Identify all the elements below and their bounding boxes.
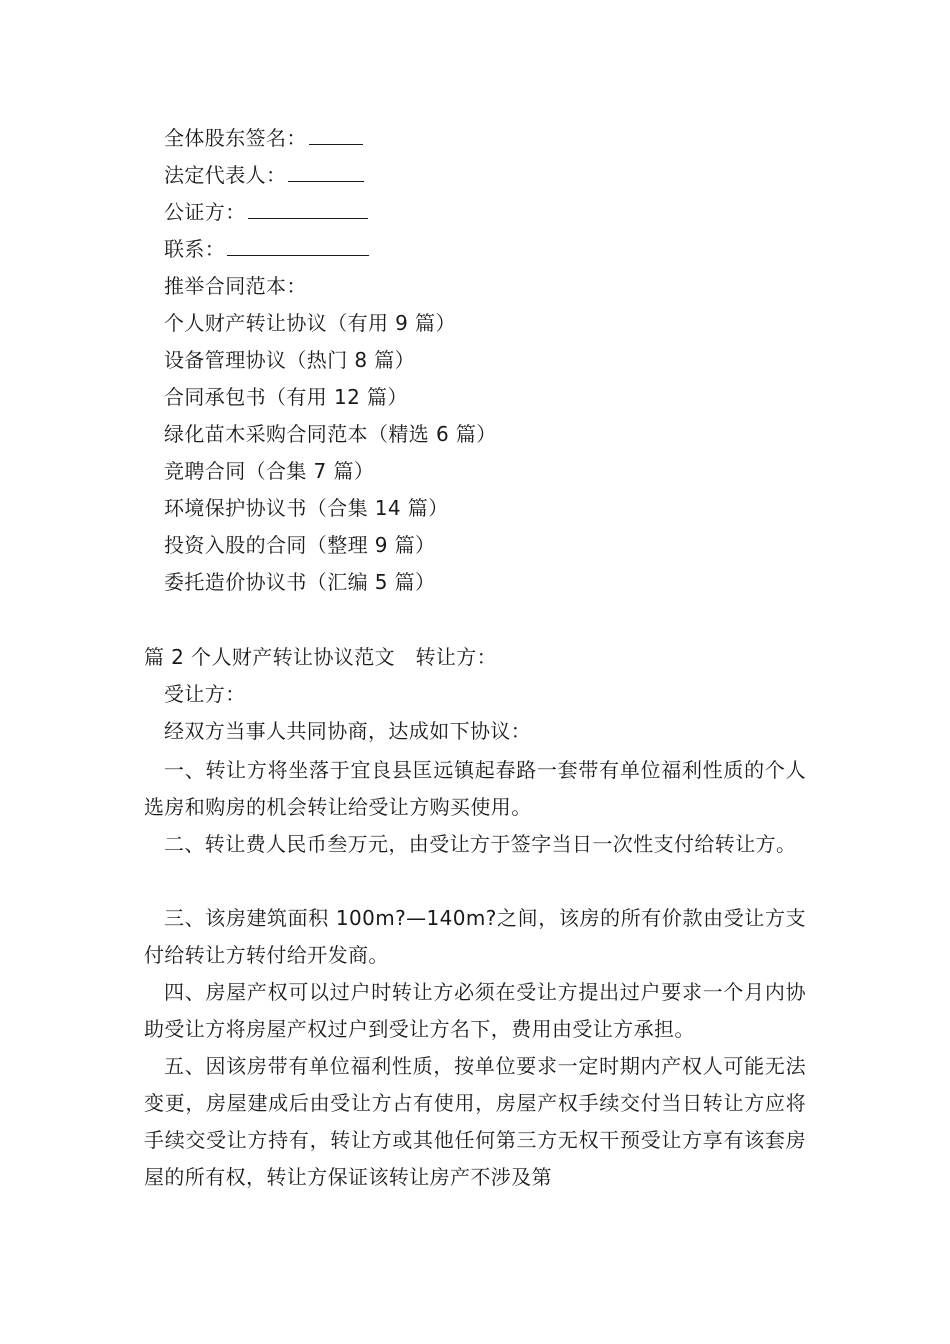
recommend-item: 竞聘合同（合集 7 篇） — [164, 459, 375, 483]
legal-representative-blank — [288, 161, 364, 182]
shareholders-signature-line — [164, 124, 363, 152]
notary-line — [164, 198, 368, 226]
transferee-label: 受让方： — [164, 682, 246, 706]
recommend-item: 委托造价协议书（汇编 5 篇） — [164, 570, 436, 594]
clause-paragraph: 五、因该房带有单位福利性质，按单位要求一定时期内产权人可能无法变更，房屋建成后由受让方占有使用，房屋产权手续交付当日转让方应将手续交受让方持有，转让方或其他任何第三方无权干预受让方享有该套房屋的所有权，转让方保证该转让房产不涉及第 — [144, 1054, 806, 1189]
clause-paragraph: 一、转让方将坐落于宜良县匡远镇起春路一套带有单位福利性质的个人选房和购房的机会转让给受让方购买使用。 — [144, 758, 806, 819]
shareholders-signature-label: 全体股东签名： — [164, 126, 307, 150]
contact-blank — [227, 235, 369, 256]
recommend-item: 设备管理协议（热门 8 篇） — [164, 348, 416, 372]
contact-line — [164, 235, 369, 263]
recommend-item: 投资入股的合同（整理 9 篇） — [164, 533, 436, 557]
recommend-item: 合同承包书（有用 12 篇） — [164, 385, 408, 409]
legal-representative-line — [164, 161, 364, 189]
clause-paragraph: 二、转让费人民币叁万元，由受让方于签字当日一次性支付给转让方。 — [164, 832, 797, 856]
notary-blank — [248, 198, 368, 219]
contact-label: 联系： — [164, 237, 226, 261]
clause-paragraph: 三、该房建筑面积 100m?—140m?之间，该房的所有价款由受让方支付给转让方转付给开发商。 — [144, 906, 806, 967]
notary-label: 公证方： — [164, 200, 246, 224]
article-title: 篇 2 个人财产转让协议范文 转让方： — [144, 645, 498, 669]
recommend-item: 绿化苗木采购合同范本（精选 6 篇） — [164, 422, 497, 446]
shareholders-signature-blank — [309, 124, 363, 145]
recommend-item: 个人财产转让协议（有用 9 篇） — [164, 311, 456, 335]
clause-paragraph: 四、房屋产权可以过户时转让方必须在受让方提出过户要求一个月内协助受让方将房屋产权过户到受让方名下，费用由受让方承担。 — [144, 980, 806, 1041]
recommend-heading: 推举合同范本： — [164, 274, 307, 298]
recommend-item: 环境保护协议书（合集 14 篇） — [164, 496, 449, 520]
article-intro: 经双方当事人共同协商，达成如下协议： — [164, 719, 532, 743]
legal-representative-label: 法定代表人： — [164, 163, 287, 187]
